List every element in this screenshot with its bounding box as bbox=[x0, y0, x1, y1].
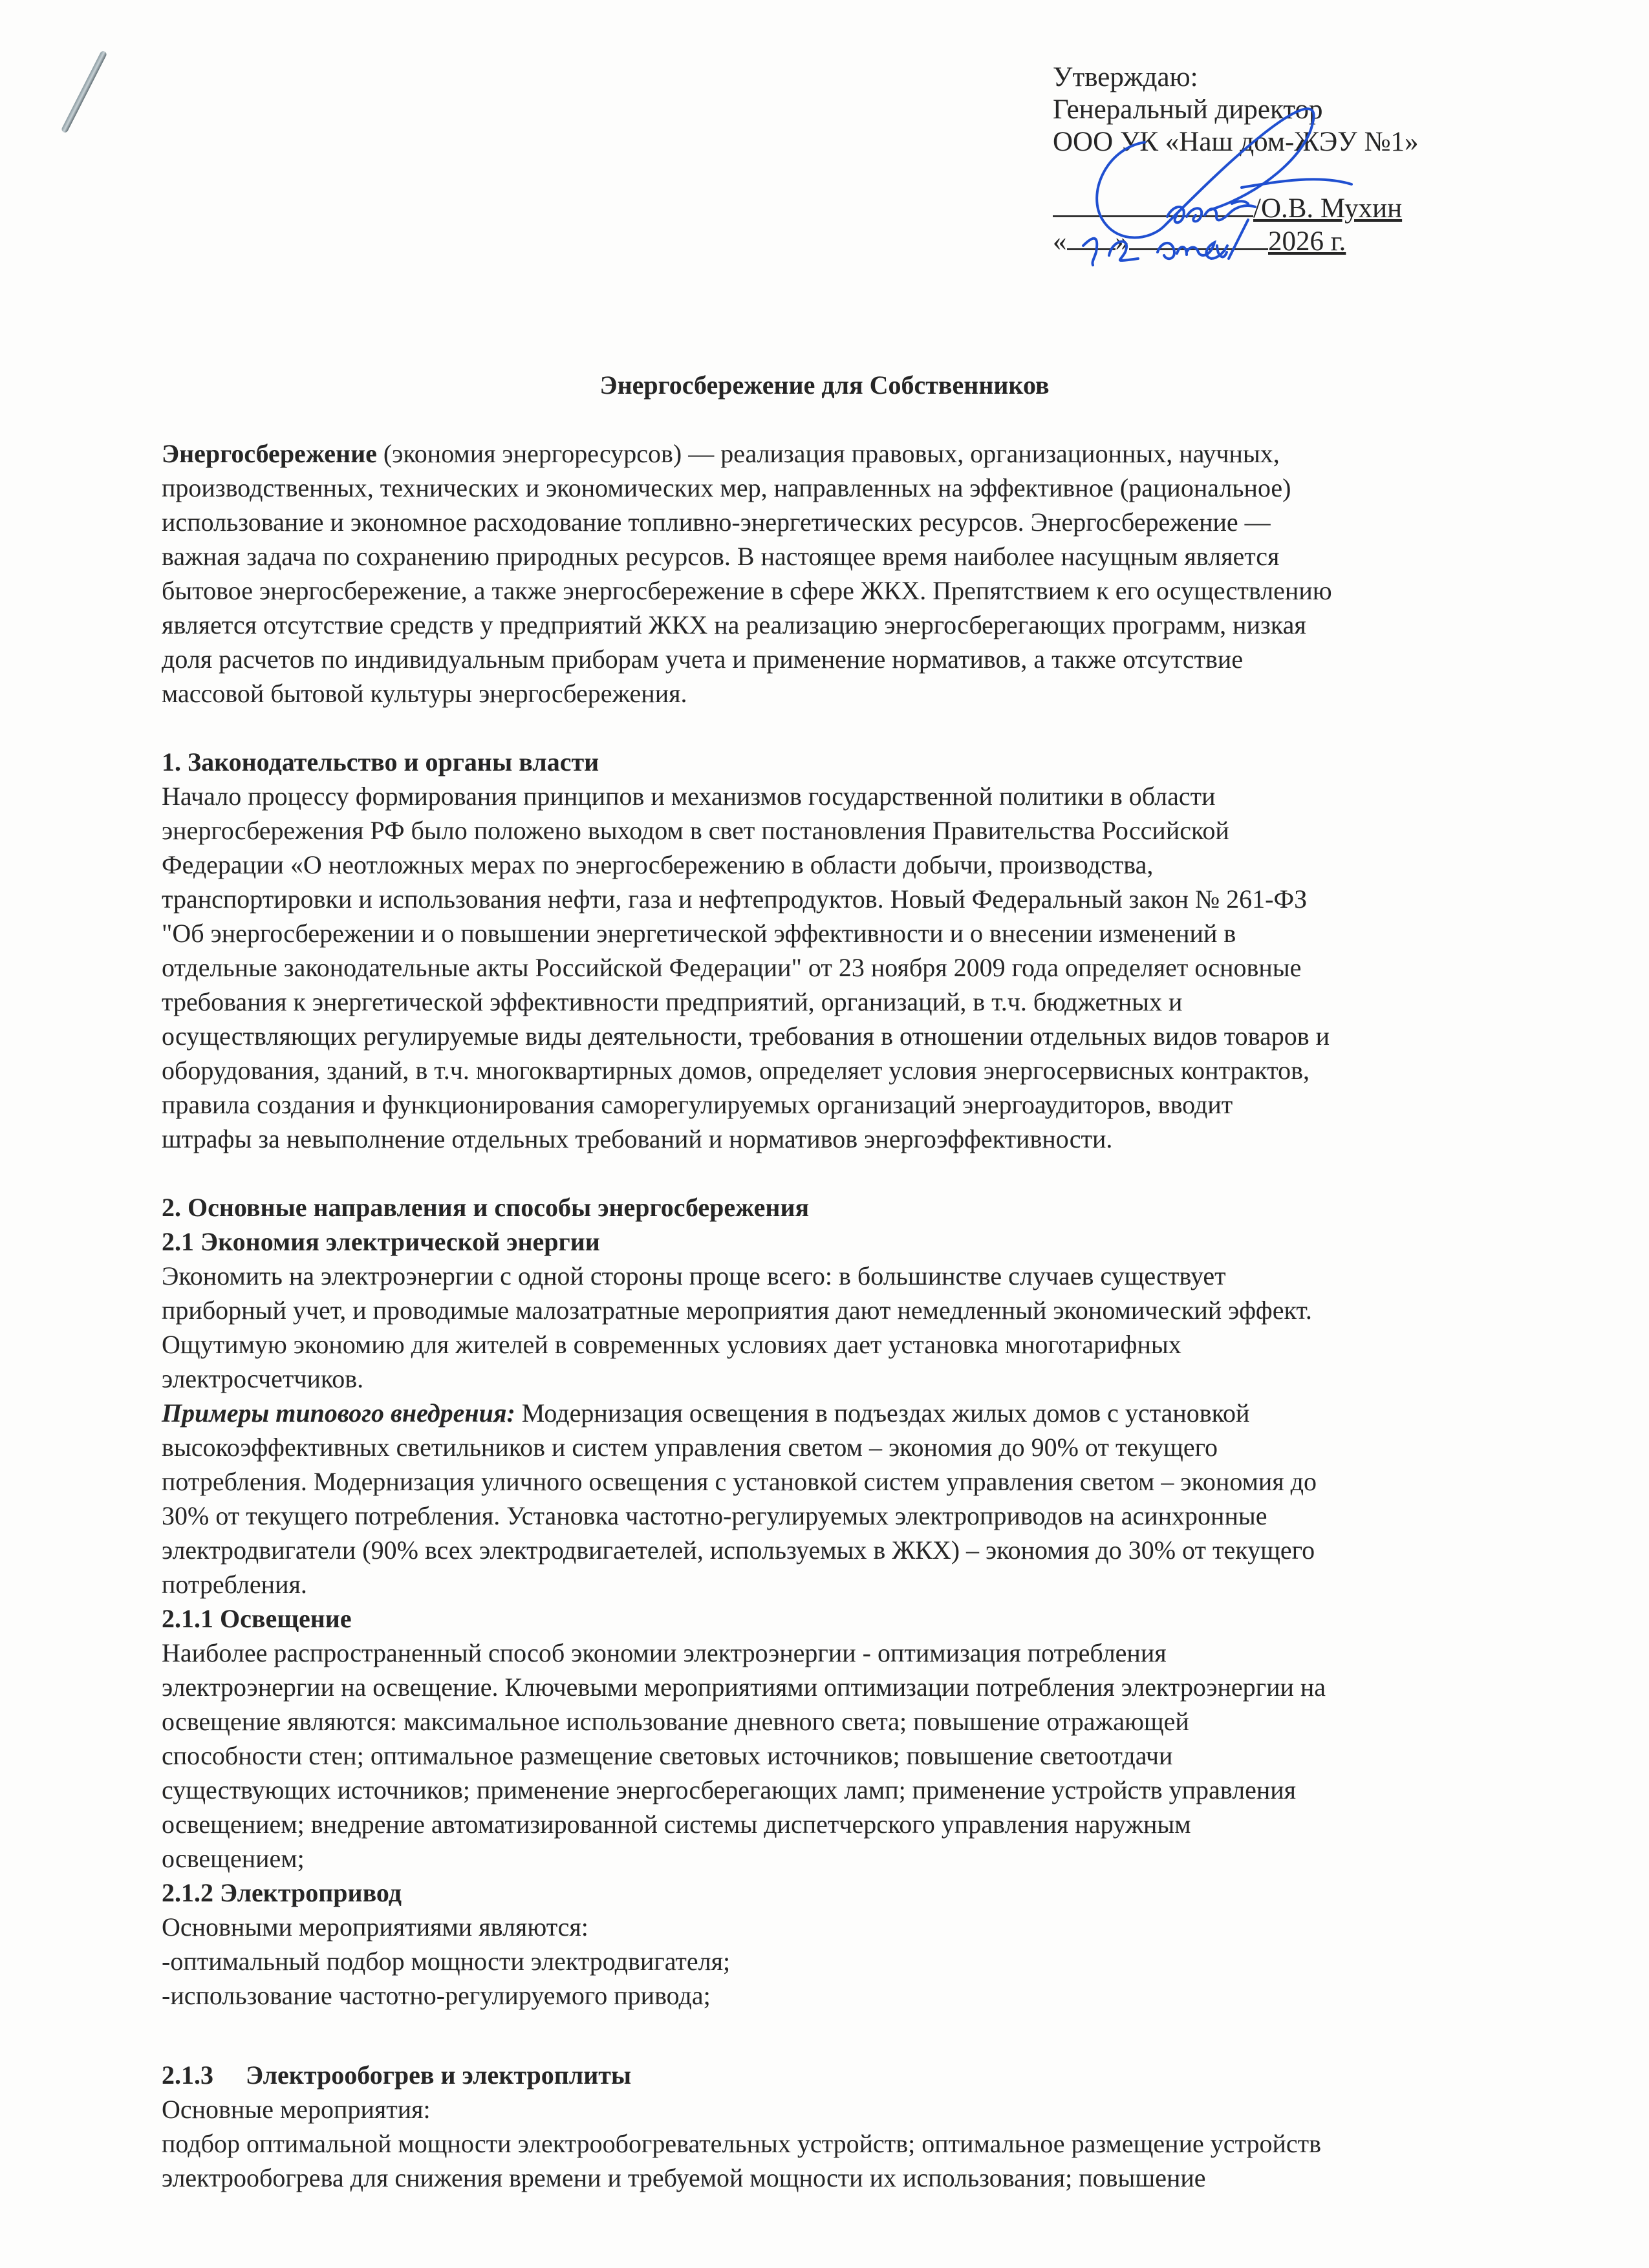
intro-term: Энергосбережение bbox=[162, 439, 377, 468]
subsection-2-1-1-line: освещение являются: максимальное использование дневного света; повышение отражающей bbox=[162, 1707, 1189, 1736]
subsection-2-1-1-line: существующих источников; применение энергосберегающих ламп; применение устройств управления bbox=[162, 1775, 1297, 1804]
examples-line: потребления. Модернизация уличного освещения с установкой систем управления светом – экономия до bbox=[162, 1467, 1317, 1496]
date-year: 2026 г. bbox=[1268, 226, 1346, 257]
examples-label: Примеры типового внедрения: bbox=[162, 1398, 515, 1428]
document-body bbox=[162, 436, 1487, 2195]
signature-line bbox=[1053, 192, 1419, 225]
staple-mark bbox=[61, 50, 107, 133]
intro-paragraph-line: является отсутствие средств у предприятий ЖКХ на реализацию энергосберегающих программ, низкая bbox=[162, 610, 1306, 639]
date-quote-open: « bbox=[1053, 226, 1067, 257]
intro-paragraph-line: важная задача по сохранению природных ресурсов. В настоящее время наиболее насущным является bbox=[162, 542, 1280, 571]
subsection-2-1-line: электросчетчиков. bbox=[162, 1364, 364, 1393]
section1-line: правила создания и функционирования саморегулируемых организаций энергоаудиторов, вводит bbox=[162, 1090, 1233, 1119]
intro-paragraph-line: производственных, технических и экономических мер, направленных на эффективное (рациональное) bbox=[162, 473, 1291, 502]
examples-line: высокоэффективных светильников и систем управления светом – экономия до 90% от текущего bbox=[162, 1433, 1218, 1462]
intro-paragraph-line: Энергосбережение (экономия энергоресурсов) — реализация правовых, организационных, научных, bbox=[162, 439, 1280, 468]
approval-label: Утверждаю: bbox=[1053, 62, 1198, 92]
subsection-2-1-3-line: подбор оптимальной мощности электрообогревательных устройств; оптимальное размещение устройств bbox=[162, 2129, 1321, 2158]
spacer bbox=[162, 2013, 1487, 2058]
section1-line: энергосбережения РФ было положено выходом в свет постановления Правительства Российской bbox=[162, 816, 1229, 845]
section1-heading: 1. Законодательство и органы власти bbox=[162, 747, 599, 776]
subsection-2-1-line: Ощутимую экономию для жителей в современных условиях дает установка многотарифных bbox=[162, 1330, 1181, 1359]
spacer bbox=[162, 1156, 1487, 1190]
approver-company: ООО УК «Наш дом-ЖЭУ №1» bbox=[1053, 127, 1419, 157]
section1-line: Начало процессу формирования принципов и механизмов государственной политики в области bbox=[162, 782, 1216, 811]
examples-line: 30% от текущего потребления. Установка частотно-регулируемых электроприводов на асинхронные bbox=[162, 1501, 1267, 1530]
date-quote-close: » bbox=[1115, 226, 1129, 257]
section1-line: требования к энергетической эффективности предприятий, организаций, в т.ч. бюджетных и bbox=[162, 987, 1183, 1016]
intro-paragraph-line: массовой бытовой культуры энергосбережения. bbox=[162, 679, 687, 708]
subsection-2-1-1-line: освещением; внедрение автоматизированной системы диспетчерского управления наружным bbox=[162, 1810, 1191, 1839]
subsection-2-1-3-heading: 2.1.3 Электрообогрев и электроплиты bbox=[162, 2060, 632, 2090]
subsection-2-1-line: Экономить на электроэнергии с одной стороны проще всего: в большинстве случаев существует bbox=[162, 1261, 1226, 1290]
subsection-2-1-1-line: Наиболее распространенный способ экономии электроэнергии - оптимизация потребления bbox=[162, 1638, 1167, 1667]
subsection-2-1-2-line: -использование частотно-регулируемого привода; bbox=[162, 1981, 711, 2010]
subsection-2-1-3-line: электрообогрева для снижения времени и требуемой мощности их использования; повышение bbox=[162, 2163, 1206, 2192]
examples-line: Примеры типового внедрения: Модернизация освещения в подъездах жилых домов с установкой bbox=[162, 1398, 1250, 1428]
document-title: Энергосбережение для Собственников bbox=[599, 370, 1050, 400]
section1-line: транспортировки и использования нефти, газа и нефтепродуктов. Новый Федеральный закон № 261-ФЗ bbox=[162, 884, 1308, 914]
section1-line: отдельные законодательные акты Российской Федерации" от 23 ноября 2009 года определяет основные bbox=[162, 953, 1302, 982]
section1-line: "Об энергосбережении и о повышении энергетической эффективности и о внесении изменений в bbox=[162, 919, 1236, 948]
subsection-2-1-line: приборный учет, и проводимые малозатратные мероприятия дают немедленный экономический эффект. bbox=[162, 1296, 1312, 1325]
subsection-2-1-1-line: способности стен; оптимальное размещение световых источников; повышение светоотдачи bbox=[162, 1741, 1173, 1770]
subsection-2-1-1-heading: 2.1.1 Освещение bbox=[162, 1604, 352, 1633]
section1-line: осуществляющих регулируемые виды деятельности, требования в отношении отдельных видов товаров и bbox=[162, 1022, 1330, 1051]
approval-date bbox=[1053, 225, 1419, 258]
subsection-2-1-heading: 2.1 Экономия электрической энергии bbox=[162, 1227, 600, 1256]
section2-heading: 2. Основные направления и способы энергосбережения bbox=[162, 1193, 810, 1222]
section1-line: оборудования, зданий, в т.ч. многоквартирных домов, определяет условия энергосервисных контрактов, bbox=[162, 1056, 1310, 1085]
approver-position: Генеральный директор bbox=[1053, 94, 1323, 125]
subsection-2-1-2-heading: 2.1.2 Электропривод bbox=[162, 1878, 402, 1907]
section1-line: штрафы за невыполнение отдельных требований и нормативов энергоэффективности. bbox=[162, 1124, 1113, 1153]
intro-paragraph-line: использование и экономное расходование топливно-энергетических ресурсов. Энергосбережение — bbox=[162, 508, 1271, 537]
subsection-2-1-2-line: -оптимальный подбор мощности электродвигателя; bbox=[162, 1947, 731, 1976]
intro-paragraph-line: бытовое энергосбережение, а также энергосбережение в сфере ЖКХ. Препятствием к его осуществлению bbox=[162, 576, 1332, 605]
spacer bbox=[162, 711, 1487, 745]
subsection-2-1-1-line: электроэнергии на освещение. Ключевыми мероприятиями оптимизации потребления электроэнергии на bbox=[162, 1673, 1326, 1702]
signature-blank bbox=[1053, 192, 1253, 217]
approval-block bbox=[1053, 61, 1419, 258]
date-month-blank bbox=[1129, 225, 1268, 250]
date-day-blank bbox=[1067, 225, 1116, 250]
signatory-name: /О.В. Мухин bbox=[1253, 193, 1403, 224]
intro-paragraph-line: доля расчетов по индивидуальным приборам учета и применение нормативов, а также отсутствие bbox=[162, 645, 1244, 674]
section1-line: Федерации «О неотложных мерах по энергосбережению в области добычи, производства, bbox=[162, 850, 1154, 879]
subsection-2-1-2-line: Основными мероприятиями являются: bbox=[162, 1912, 588, 1942]
subsection-2-1-1-line: освещением; bbox=[162, 1844, 305, 1873]
subsection-2-1-3-line: Основные мероприятия: bbox=[162, 2095, 431, 2124]
examples-line: потребления. bbox=[162, 1570, 307, 1599]
examples-line: электродвигатели (90% всех электродвигаетелей, используемых в ЖКХ) – экономия до 30% от текущего bbox=[162, 1535, 1315, 1565]
